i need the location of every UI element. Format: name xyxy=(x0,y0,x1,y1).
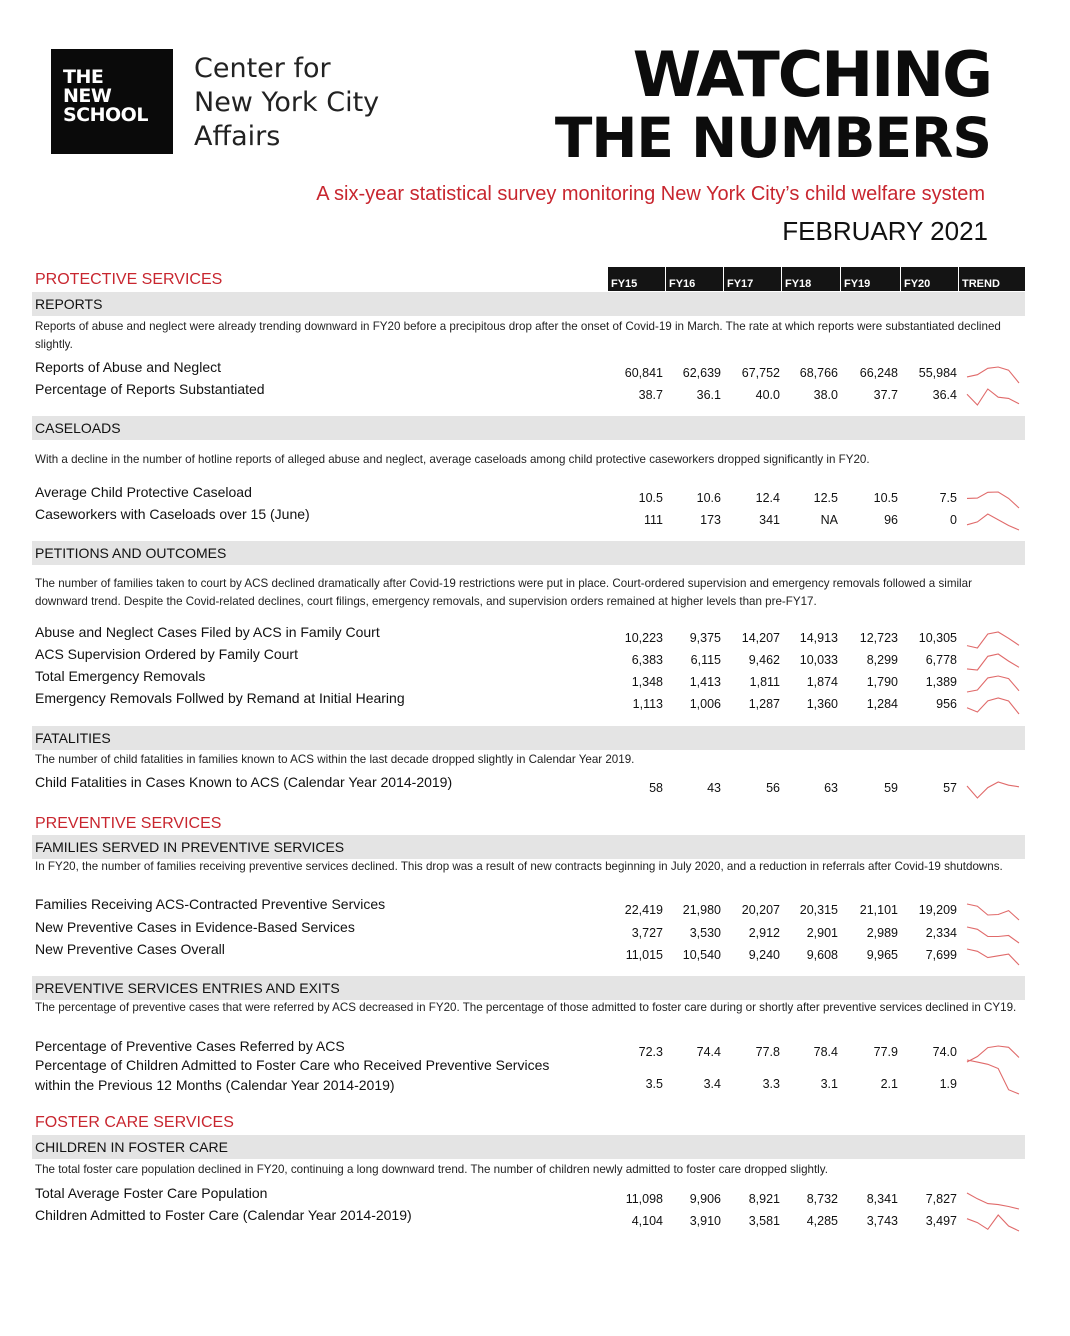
trend-line xyxy=(967,367,1019,383)
trend-line xyxy=(967,632,1019,648)
section-title-preventive: PREVENTIVE SERVICES xyxy=(35,815,222,832)
new-school-logo xyxy=(51,49,173,154)
trend-sparkline xyxy=(966,630,1020,650)
subsection-title: REPORTS xyxy=(35,296,103,312)
value-cell-fy19: 1,284 xyxy=(866,697,898,711)
value-cell-fy19: 1,790 xyxy=(866,675,898,689)
value-cell-fy15: 1,113 xyxy=(632,697,663,711)
value-cell-fy18: 14,913 xyxy=(799,631,838,645)
value-cell-fy19: 77.9 xyxy=(873,1045,898,1059)
subsection-title: PREVENTIVE SERVICES ENTRIES AND EXITS xyxy=(35,980,340,996)
subsection-title: CHILDREN IN FOSTER CARE xyxy=(35,1139,228,1155)
row-label: Child Fatalities in Cases Known to ACS (Calendar Year 2014-2019) xyxy=(35,774,453,790)
row-label: Total Average Foster Care Population xyxy=(35,1185,268,1201)
row-label: Percentage of Children Admitted to Foster Care who Received Preventive Services xyxy=(35,1057,550,1073)
trend-line xyxy=(967,492,1019,508)
value-cell-fy19: 8,341 xyxy=(866,1192,898,1206)
value-cell-fy19: 2.1 xyxy=(880,1077,898,1091)
subsection-description: With a decline in the number of hotline reports of alleged abuse and neglect, average caseloads among child protective caseworkers dropped significantly in FY20. xyxy=(35,453,870,466)
value-cell-fy20: 1,389 xyxy=(925,675,957,689)
row-label: Abuse and Neglect Cases Filed by ACS in Family Court xyxy=(35,624,380,640)
subsection-title: PETITIONS AND OUTCOMES xyxy=(35,545,227,561)
value-cell-fy15: 3.5 xyxy=(645,1077,663,1091)
value-cell-fy19: 96 xyxy=(884,513,898,527)
trend-sparkline xyxy=(966,387,1020,407)
trend-sparkline xyxy=(966,365,1020,385)
value-cell-fy16: 1,413 xyxy=(689,675,721,689)
value-cell-fy20: 36.4 xyxy=(932,388,957,402)
value-cell-fy15: 1,348 xyxy=(631,675,663,689)
subsection-title: FAMILIES SERVED IN PREVENTIVE SERVICES xyxy=(35,839,345,855)
headline-the-numbers: THE NUMBERS xyxy=(554,106,991,170)
value-cell-fy16: 21,980 xyxy=(682,903,721,917)
value-cell-fy17: 77.8 xyxy=(755,1045,780,1059)
row-label: Percentage of Preventive Cases Referred by ACS xyxy=(35,1038,345,1054)
subsection-description: Reports of abuse and neglect were already trending downward in FY20 before a precipitous drop after the onset of Covid-19 in March. The rate at which reports were substantiated declined slightly. xyxy=(35,320,1001,351)
value-cell-fy19: 21,101 xyxy=(859,903,898,917)
trend-sparkline xyxy=(966,947,1020,967)
value-cell-fy16: 173 xyxy=(700,513,721,527)
trend-line xyxy=(967,782,1019,798)
value-cell-fy16: 36.1 xyxy=(696,388,721,402)
subsection-description: The number of child fatalities in families known to ACS within the last decade dropped slightly in Calendar Year 2019. xyxy=(35,753,635,766)
value-cell-fy18: 1,360 xyxy=(806,697,838,711)
subsection-description: The number of families taken to court by ACS declined dramatically after Covid-19 restrictions were put in place. Court-ordered supervision and emergency removals followed a similar downward trend. Despite the Covid-related declines, court filings, emergency removals, and supervision orders remained at higher levels than pre-FY17. xyxy=(35,577,972,608)
value-cell-fy20: 956 xyxy=(936,697,957,711)
row-label: Children Admitted to Foster Care (Calendar Year 2014-2019) xyxy=(35,1207,412,1223)
value-cell-fy16: 43 xyxy=(707,781,721,795)
value-cell-fy17: 8,921 xyxy=(748,1192,780,1206)
row-label-continued: within the Previous 12 Months (Calendar Year 2014-2019) xyxy=(35,1077,395,1093)
value-cell-fy19: 9,965 xyxy=(866,948,898,962)
value-cell-fy17: 20,207 xyxy=(741,903,780,917)
value-cell-fy17: 3,581 xyxy=(748,1214,780,1228)
value-cell-fy15: 10,223 xyxy=(624,631,663,645)
trend-sparkline xyxy=(966,1213,1020,1233)
value-cell-fy19: 12,723 xyxy=(859,631,898,645)
column-header: TREND xyxy=(958,267,1025,291)
value-cell-fy19: 10.5 xyxy=(873,491,898,505)
subsection-title: FATALITIES xyxy=(35,730,111,746)
center-name-line: New York City xyxy=(194,87,380,118)
value-cell-fy17: 67,752 xyxy=(741,366,780,380)
logo-line: SCHOOL xyxy=(63,104,148,126)
row-label: ACS Supervision Ordered by Family Court xyxy=(35,646,298,662)
value-cell-fy17: 1,811 xyxy=(749,675,780,689)
value-cell-fy20: 0 xyxy=(950,513,957,527)
trend-sparkline xyxy=(966,512,1020,532)
value-cell-fy17: 12.4 xyxy=(755,491,780,505)
value-cell-fy15: 72.3 xyxy=(638,1045,663,1059)
trend-line xyxy=(967,514,1019,530)
trend-line xyxy=(967,654,1019,670)
value-cell-fy18: 4,285 xyxy=(806,1214,838,1228)
trend-line xyxy=(967,904,1019,920)
value-cell-fy16: 10.6 xyxy=(696,491,721,505)
value-cell-fy15: 11,015 xyxy=(625,948,663,962)
trend-line xyxy=(967,1060,1019,1094)
value-cell-fy16: 62,639 xyxy=(682,366,721,380)
trend-line xyxy=(967,927,1019,943)
center-name-line: Center for xyxy=(194,53,331,84)
value-cell-fy17: 341 xyxy=(759,513,780,527)
value-cell-fy19: 59 xyxy=(884,781,898,795)
value-cell-fy20: 7.5 xyxy=(939,491,957,505)
row-label: Total Emergency Removals xyxy=(35,668,206,684)
value-cell-fy15: 58 xyxy=(649,781,663,795)
value-cell-fy18: 20,315 xyxy=(799,903,838,917)
value-cell-fy18: 38.0 xyxy=(813,388,838,402)
value-cell-fy19: 8,299 xyxy=(866,653,898,667)
column-header: FY19 xyxy=(840,267,900,291)
value-cell-fy17: 9,462 xyxy=(748,653,780,667)
row-label: Reports of Abuse and Neglect xyxy=(35,359,222,375)
value-cell-fy20: 6,778 xyxy=(925,653,957,667)
logo-line: NEW xyxy=(63,85,112,107)
subsection-description: The total foster care population declined in FY20, continuing a long downward trend. The number of children newly admitted to foster care dropped slightly. xyxy=(35,1163,828,1176)
trend-sparkline xyxy=(966,696,1020,716)
subsection-title: CASELOADS xyxy=(35,420,121,436)
value-cell-fy16: 10,540 xyxy=(682,948,721,962)
value-cell-fy20: 55,984 xyxy=(918,366,957,380)
row-label: New Preventive Cases in Evidence-Based Services xyxy=(35,919,355,935)
value-cell-fy19: 2,989 xyxy=(866,926,898,940)
value-cell-fy18: 8,732 xyxy=(806,1192,838,1206)
subsection-band xyxy=(32,726,1025,750)
subsection-description: The percentage of preventive cases that were referred by ACS decreased in FY20. The percentage of those admitted to foster care during or shortly after preventive services declined in CY19. xyxy=(35,1001,1017,1014)
subsection-description: In FY20, the number of families receiving preventive services declined. This drop was a result of new contracts beginning in July 2020, and a reduction in referrals after Covid-19 shutdowns. xyxy=(35,860,1003,873)
value-cell-fy20: 10,305 xyxy=(918,631,957,645)
value-cell-fy18: 2,901 xyxy=(806,926,838,940)
value-cell-fy16: 9,906 xyxy=(689,1192,721,1206)
value-cell-fy18: 9,608 xyxy=(806,948,838,962)
value-cell-fy16: 9,375 xyxy=(689,631,721,645)
center-name-line: Affairs xyxy=(194,121,281,152)
publication-date: FEBRUARY 2021 xyxy=(782,216,988,246)
trend-sparkline xyxy=(966,1058,1020,1096)
value-cell-fy20: 1.9 xyxy=(939,1077,957,1091)
value-cell-fy17: 56 xyxy=(766,781,780,795)
trend-sparkline xyxy=(966,780,1020,800)
value-cell-fy20: 19,209 xyxy=(918,903,957,917)
value-cell-fy20: 7,699 xyxy=(925,948,957,962)
value-cell-fy16: 3,910 xyxy=(689,1214,721,1228)
subsection-band xyxy=(32,976,1025,1000)
subsection-band xyxy=(32,541,1025,565)
value-cell-fy18: 78.4 xyxy=(813,1045,838,1059)
value-cell-fy17: 2,912 xyxy=(748,926,780,940)
value-cell-fy18: 3.1 xyxy=(820,1077,838,1091)
column-header: FY15 xyxy=(607,267,665,291)
logo-line: THE xyxy=(63,66,104,88)
row-label: Families Receiving ACS-Contracted Preventive Services xyxy=(35,896,386,912)
value-cell-fy19: 3,743 xyxy=(866,1214,898,1228)
value-cell-fy15: 11,098 xyxy=(625,1192,663,1206)
value-cell-fy17: 40.0 xyxy=(755,388,780,402)
value-cell-fy16: 1,006 xyxy=(689,697,721,711)
value-cell-fy15: 4,104 xyxy=(631,1214,663,1228)
value-cell-fy15: 111 xyxy=(643,513,663,527)
value-cell-fy20: 3,497 xyxy=(925,1214,957,1228)
value-cell-fy18: 10,033 xyxy=(799,653,838,667)
value-cell-fy19: 37.7 xyxy=(873,388,898,402)
column-header: FY16 xyxy=(665,267,723,291)
subsection-band xyxy=(32,1135,1025,1159)
trend-sparkline xyxy=(966,652,1020,672)
row-label: New Preventive Cases Overall xyxy=(35,941,225,957)
value-cell-fy17: 1,287 xyxy=(748,697,780,711)
value-cell-fy16: 3.4 xyxy=(703,1077,721,1091)
section-title-foster-care: FOSTER CARE SERVICES xyxy=(35,1114,234,1131)
row-label: Average Child Protective Caseload xyxy=(35,484,252,500)
subsection-band xyxy=(32,416,1025,440)
value-cell-fy18: 68,766 xyxy=(799,366,838,380)
trend-line xyxy=(967,1215,1019,1231)
value-cell-fy18: NA xyxy=(820,513,838,527)
trend-sparkline xyxy=(966,925,1020,945)
trend-sparkline xyxy=(966,1191,1020,1211)
row-label: Emergency Removals Follwed by Remand at Initial Hearing xyxy=(35,690,405,706)
value-cell-fy15: 38.7 xyxy=(638,388,663,402)
value-cell-fy17: 3.3 xyxy=(762,1077,780,1091)
trend-line xyxy=(967,1193,1019,1209)
column-header: FY20 xyxy=(900,267,958,291)
value-cell-fy15: 60,841 xyxy=(624,366,663,380)
value-cell-fy15: 22,419 xyxy=(624,903,663,917)
value-cell-fy16: 74.4 xyxy=(696,1045,721,1059)
center-name xyxy=(194,52,379,154)
value-cell-fy18: 12.5 xyxy=(813,491,838,505)
row-label: Caseworkers with Caseloads over 15 (June) xyxy=(35,506,310,522)
subsection-band xyxy=(32,292,1025,316)
subtitle: A six-year statistical survey monitoring New York City’s child welfare system xyxy=(316,183,985,205)
value-cell-fy16: 6,115 xyxy=(690,653,721,667)
value-cell-fy17: 14,207 xyxy=(741,631,780,645)
value-cell-fy20: 7,827 xyxy=(925,1192,957,1206)
value-cell-fy20: 2,334 xyxy=(925,926,957,940)
trend-line xyxy=(967,949,1019,965)
trend-sparkline xyxy=(966,674,1020,694)
trend-line xyxy=(967,698,1019,714)
row-label: Percentage of Reports Substantiated xyxy=(35,381,265,397)
column-header: FY17 xyxy=(723,267,781,291)
value-cell-fy18: 63 xyxy=(824,781,838,795)
section-title-protective: PROTECTIVE SERVICES xyxy=(35,271,223,288)
value-cell-fy19: 66,248 xyxy=(859,366,898,380)
trend-line xyxy=(967,676,1019,692)
column-header: FY18 xyxy=(781,267,840,291)
value-cell-fy18: 1,874 xyxy=(806,675,838,689)
trend-sparkline xyxy=(966,490,1020,510)
value-cell-fy20: 57 xyxy=(943,781,957,795)
subsection-band xyxy=(32,835,1025,859)
value-cell-fy17: 9,240 xyxy=(748,948,780,962)
value-cell-fy15: 6,383 xyxy=(631,653,663,667)
trend-line xyxy=(967,389,1019,405)
value-cell-fy20: 74.0 xyxy=(932,1045,957,1059)
headline-watching: WATCHING xyxy=(632,38,991,111)
value-cell-fy15: 10.5 xyxy=(638,491,663,505)
trend-sparkline xyxy=(966,902,1020,922)
value-cell-fy15: 3,727 xyxy=(631,926,663,940)
value-cell-fy16: 3,530 xyxy=(689,926,721,940)
